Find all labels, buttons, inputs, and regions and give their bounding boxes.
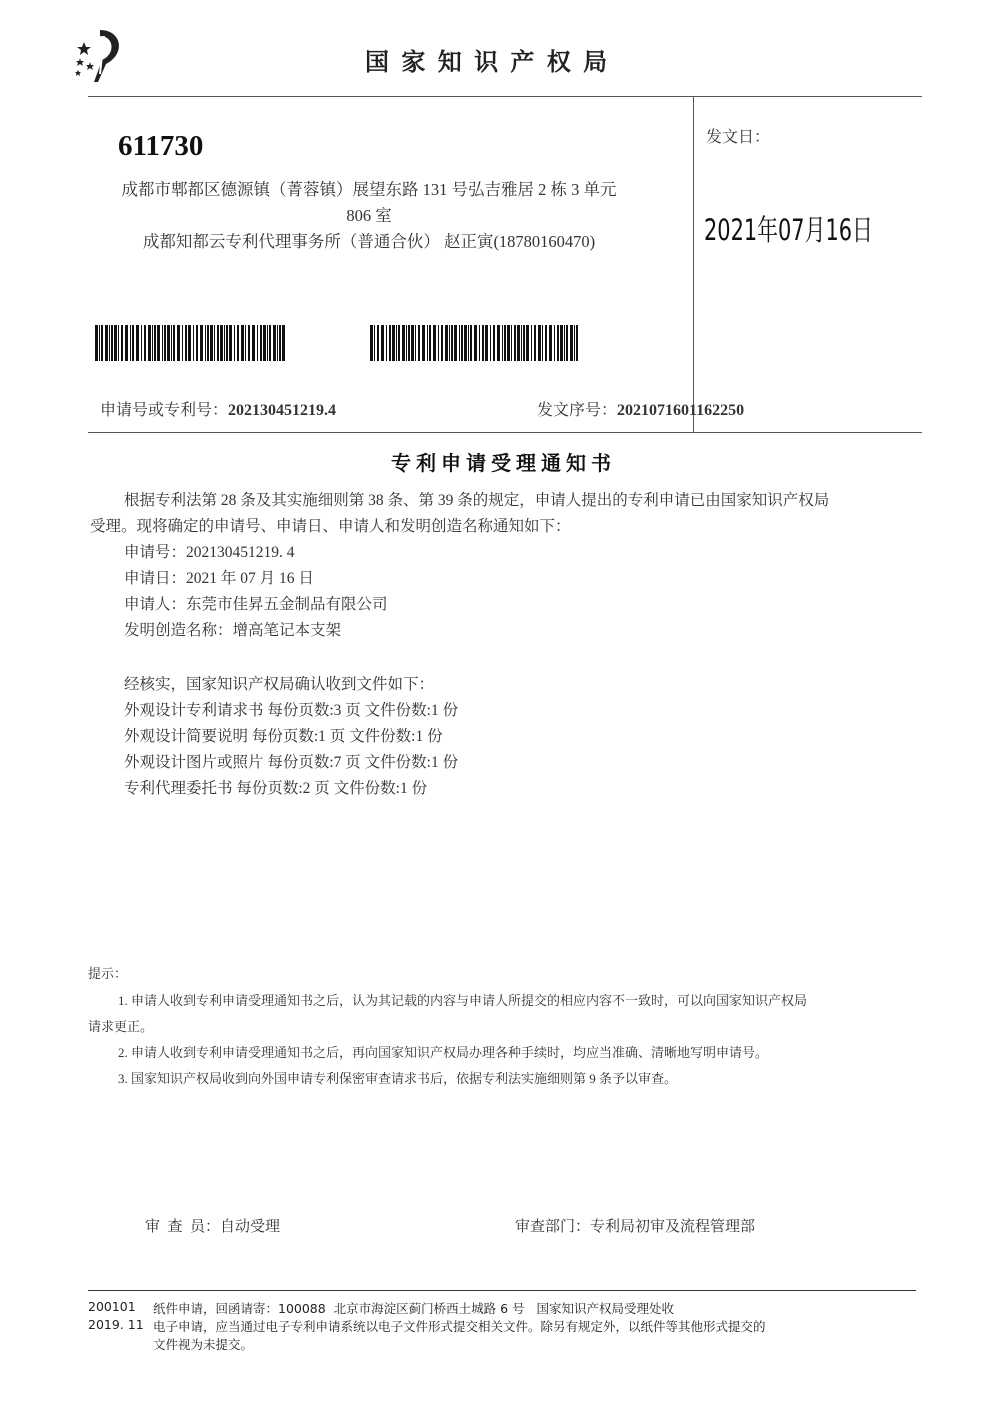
barcode-bar <box>214 325 215 361</box>
application-number: 202130451219.4 <box>228 402 337 419</box>
barcode-bar <box>114 325 117 361</box>
barcode-bar <box>282 325 285 361</box>
barcode-bar <box>538 325 541 361</box>
confirm-heading: 经核实，国家知识产权局确认收到文件如下： <box>124 676 435 693</box>
barcode-bar <box>386 325 387 361</box>
cnipa-logo <box>70 24 130 84</box>
barcode-bar <box>118 325 119 361</box>
barcode-bar <box>493 325 495 361</box>
divider <box>88 96 922 97</box>
barcode-bar <box>490 325 491 361</box>
barcode-bar <box>392 325 395 361</box>
barcode-bar <box>449 325 450 361</box>
form-code: 200101 <box>88 1299 136 1314</box>
barcode-bar <box>136 325 139 361</box>
examiner: 审 查 员：自动受理 <box>145 1219 281 1235</box>
barcode-bar <box>441 325 443 361</box>
dispatch-date: 2021年07月16日 <box>704 213 873 247</box>
footer-line: 纸件申请，回函请寄：100088 北京市海淀区蓟门桥西土城路 6 号 国家知识产权局受理处收 <box>153 1301 674 1316</box>
barcode-bar <box>396 325 397 361</box>
tip-item: 请求更正。 <box>88 1019 154 1034</box>
barcode-bar <box>273 325 276 361</box>
barcode-bar <box>497 325 500 361</box>
barcode-bar <box>454 325 457 361</box>
barcode-bar <box>374 325 375 361</box>
barcode-bar <box>445 325 448 361</box>
document-item: 外观设计简要说明 每份页数:1 页 文件份数:1 份 <box>124 728 443 745</box>
barcode-bar <box>171 325 172 361</box>
barcode-bar <box>429 325 431 361</box>
barcode-bar <box>521 325 522 361</box>
barcode-bar <box>554 325 555 361</box>
barcode-bar <box>177 325 180 361</box>
barcode-bar <box>389 325 391 361</box>
barcode-bar <box>229 325 232 361</box>
barcode-bar <box>560 325 563 361</box>
barcode-bar <box>406 325 407 361</box>
barcode-bar <box>485 325 488 361</box>
barcode-bar <box>248 325 250 361</box>
barcode-bar <box>502 325 503 361</box>
barcode-bar <box>111 325 113 361</box>
barcode-bar <box>570 325 573 361</box>
agency: 成都知都云专利代理事务所（普通合伙） 赵正寅(18780160470) <box>142 232 596 251</box>
office-name: 国 家 知 识 产 权 局 <box>365 48 610 76</box>
notice-title: 专 利 申 请 受 理 通 知 书 <box>391 453 611 475</box>
form-version: 2019. 11 <box>88 1317 144 1332</box>
barcode-bar <box>279 325 281 361</box>
barcode-bar <box>459 325 460 361</box>
barcode-bar <box>105 325 108 361</box>
barcode-bar <box>534 325 536 361</box>
barcode-bar <box>188 325 191 361</box>
barcode-bar <box>95 325 98 361</box>
barcode-bar <box>121 325 123 361</box>
field-applicant: 申请人：东莞市佳昇五金制品有限公司 <box>124 596 388 613</box>
barcode-bar <box>411 325 414 361</box>
barcode-bar <box>427 325 428 361</box>
divider <box>693 96 694 432</box>
barcode-bar <box>173 325 175 361</box>
barcode-bar <box>148 325 151 361</box>
barcode-bar <box>269 325 271 361</box>
field-application-number: 申请号：202130451219. 4 <box>124 544 295 561</box>
barcode-bar <box>523 325 525 361</box>
barcode-bar <box>196 325 198 361</box>
footer-divider <box>88 1290 916 1291</box>
barcode-bar <box>205 325 206 361</box>
document-item: 专利代理委托书 每份页数:2 页 文件份数:1 份 <box>124 780 428 797</box>
postcode: 611730 <box>118 130 204 162</box>
barcode-bar <box>167 325 170 361</box>
barcode-bar <box>464 325 467 361</box>
barcode-bar <box>422 325 425 361</box>
barcode-bar <box>210 325 213 361</box>
barcode-bar <box>162 325 163 361</box>
barcode-bar <box>263 325 266 361</box>
barcode-bar <box>157 325 160 361</box>
barcode <box>370 325 640 361</box>
barcode-bar <box>545 325 547 361</box>
barcode-bar <box>226 325 228 361</box>
barcode-bar <box>557 325 559 361</box>
barcode-bar <box>370 325 373 361</box>
barcode-bar <box>542 325 543 361</box>
barcode-bar <box>470 325 472 361</box>
footer-line: 电子申请，应当通过电子专利申请系统以电子文件形式提交相关文件。除另有规定外，以纸件等其他形式提交的 <box>153 1319 766 1334</box>
barcode-bar <box>564 325 565 361</box>
tip-item: 2. 申请人收到专利申请受理通知书之后，再向国家知识产权局办理各种手续时，均应当准确、清晰地写明申请号。 <box>118 1045 769 1060</box>
dispatch-date-label: 发文日： <box>706 129 771 146</box>
footer-line: 文件视为未提交。 <box>153 1337 254 1352</box>
divider <box>88 432 922 433</box>
barcode-bar <box>152 325 153 361</box>
barcode-bar <box>154 325 156 361</box>
barcode-bar <box>193 325 194 361</box>
barcode-bar <box>468 325 469 361</box>
barcode-bar <box>451 325 453 361</box>
barcode-bar <box>398 325 400 361</box>
barcode-bar <box>164 325 166 361</box>
address-line: 成都市郫都区德源镇（菁蓉镇）展望东路 131 号弘吉雅居 2 栋 3 单元 <box>121 180 617 199</box>
department: 审查部门：专利局初审及流程管理部 <box>515 1219 756 1235</box>
barcode-bar <box>144 325 146 361</box>
serial-number-label: 发文序号： <box>537 402 618 419</box>
barcode <box>95 325 345 361</box>
barcode-bar <box>511 325 512 361</box>
field-invention-title: 发明创造名称：增高笔记本支架 <box>124 622 342 639</box>
barcode-bar <box>507 325 510 361</box>
barcode-bar <box>402 325 405 361</box>
barcode-bar <box>217 325 219 361</box>
barcode-bar <box>99 325 100 361</box>
barcode-bar <box>130 325 131 361</box>
barcode-bar <box>200 325 203 361</box>
barcode-bar <box>482 325 484 361</box>
address-line: 806 室 <box>346 206 392 225</box>
barcode-bar <box>514 325 516 361</box>
barcode-bar <box>252 325 255 361</box>
barcode-bar <box>257 325 258 361</box>
barcode-bar <box>418 325 420 361</box>
barcode-bar <box>517 325 520 361</box>
barcode-bar <box>377 325 379 361</box>
document-item: 外观设计图片或照片 每份页数:7 页 文件份数:1 份 <box>124 754 459 771</box>
barcode-bar <box>576 325 578 361</box>
barcode-bar <box>241 325 244 361</box>
intro-paragraph: 受理。现将确定的申请号、申请日、申请人和发明创造名称通知如下： <box>90 518 571 535</box>
intro-paragraph: 根据专利法第 28 条及其实施细则第 38 条、第 39 条的规定，申请人提出的专利申请已由国家知识产权局 <box>124 492 830 509</box>
barcode-bar <box>474 325 477 361</box>
barcode-bar <box>220 325 223 361</box>
barcode-bar <box>549 325 552 361</box>
barcode-bar <box>132 325 134 361</box>
barcode-bar <box>415 325 416 361</box>
barcode-bar <box>109 325 110 361</box>
star-icon <box>75 42 94 76</box>
barcode-bar <box>125 325 128 361</box>
barcode-bar <box>504 325 506 361</box>
barcode-bar <box>260 325 262 361</box>
barcode-bar <box>234 325 235 361</box>
barcode-bar <box>574 325 575 361</box>
tip-item: 1. 申请人收到专利申请受理通知书之后，认为其记载的内容与申请人所提交的相应内容不一致时，可以向国家知识产权局 <box>118 993 808 1008</box>
barcode-bar <box>267 325 268 361</box>
tips-heading: 提示： <box>88 966 128 981</box>
barcode-bar <box>141 325 142 361</box>
barcode-bar <box>381 325 384 361</box>
barcode-bar <box>461 325 463 361</box>
barcode-bar <box>526 325 529 361</box>
barcode-bar <box>101 325 103 361</box>
barcode-bar <box>224 325 225 361</box>
barcode-bar <box>185 325 187 361</box>
barcode-bar <box>531 325 532 361</box>
barcode-bar <box>237 325 239 361</box>
barcode-bar <box>182 325 183 361</box>
field-application-date: 申请日：2021 年 07 月 16 日 <box>124 570 314 587</box>
barcode-bar <box>245 325 246 361</box>
barcode-bar <box>207 325 209 361</box>
serial-number: 2021071601162250 <box>617 402 745 419</box>
barcode-bar <box>566 325 568 361</box>
application-number-label: 申请号或专利号： <box>100 402 229 419</box>
barcode-bar <box>433 325 436 361</box>
barcode-bar <box>408 325 410 361</box>
barcode-bar <box>438 325 439 361</box>
tip-item: 3. 国家知识产权局收到向外国申请专利保密审查请求书后，依据专利法实施细则第 9 条予以审查。 <box>118 1071 678 1086</box>
document-item: 外观设计专利请求书 每份页数:3 页 文件份数:1 份 <box>124 702 459 719</box>
barcode-bar <box>277 325 278 361</box>
barcode-bar <box>479 325 480 361</box>
